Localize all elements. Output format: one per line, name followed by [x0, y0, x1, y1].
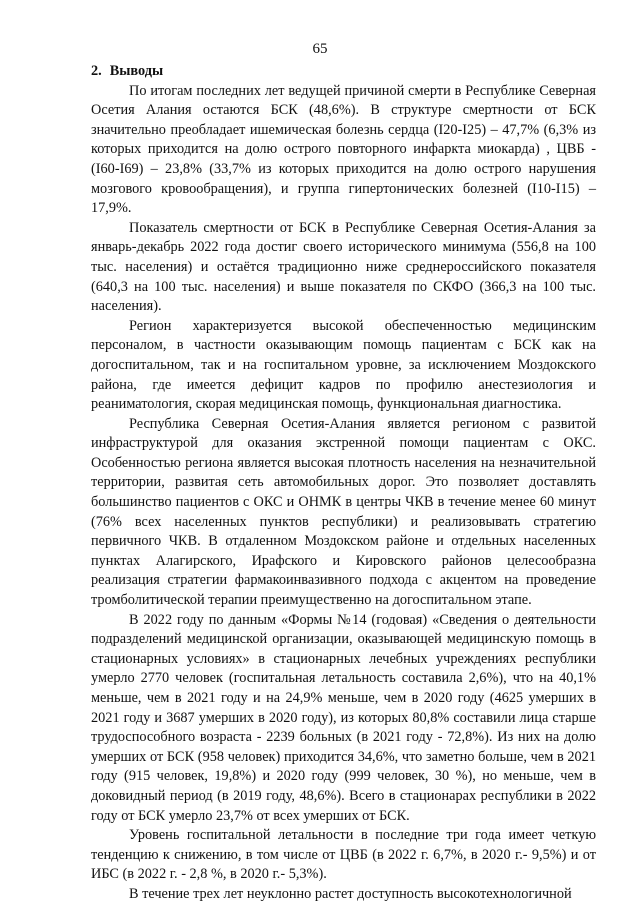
- paragraph-staffing: Регион характеризуется высокой обеспеченностью медицинским персоналом, в частности оказывающим помощь пациентам с БСК как на догоспитальном, так и на госпитальном уровне, за исключением Моздокского района, где имеется дефицит кадров по профилю анестезиология и реаниматология, скорая медицинская помощь, функциональная диагностика.: [91, 317, 596, 413]
- section-number: 2.: [91, 63, 102, 79]
- section-title: Выводы: [109, 63, 164, 79]
- paragraph-high-tech-care: В течение трех лет неуклонно растет доступность высокотехнологичной: [129, 885, 572, 902]
- page-number: 65: [312, 41, 328, 57]
- paragraph-mortality-rate: Показатель смертности от БСК в Республике Северная Осетия-Алания за январь-декабрь 2022 года достиг своего исторического минимума (556,8 на 100 тыс. населения) и остаётся традиционно ниже среднероссийского показателя (640,3 на 100 тыс. населения) и выше показателя по СКФО (366,3 на 100 тыс. населения).: [91, 219, 596, 315]
- document-body: [91, 62, 596, 905]
- paragraph-hospital-deaths: В 2022 году по данным «Формы №14 (годовая) «Сведения о деятельности подразделений медицинской организации, оказывающей медицинскую помощь в стационарных условиях» в стационарных лечебных учреждениях республики умерло 2770 человек (госпитальная летальность составила 2,6%), что на 40,1% меньше, чем в 2021 году и на 24,9% меньше, чем в 2020 году (4625 умерших в 2021 году и 3687 умерших в 2020 году), из которых 80,8% составили лица старше трудоспособного возраста - 2239 больных (в 2021 году - 72,8%). Из них на долю умерших от БСК (958 человек) приходится 34,6%, что заметно больше, чем в 2021 году (915 человек, 19,8%) и 2020 году (999 человек, 30 %), но меньше, чем в доковидный период (в 2019 году, 48,6%). Всего в стационарах республики в 2022 году от БСК умерло 23,7% от всех умерших от БСК.: [91, 611, 596, 824]
- paragraph-bsk-structure: По итогам последних лет ведущей причиной смерти в Республике Северная Осетия Алания остаются БСК (48,6%). В структуре смертности от БСК значительно преобладает ишемическая болезнь сердца (I20-I25) – 47,7% (6,3% из которых приходится на долю острого повторного инфаркта миокарда) , ЦВБ - (I60-I69) – 23,8% (33,7% из которых приходится на долю острого нарушения мозгового кровообращения), и группа гипертонических болезней (I10-I15) – 17,9%.: [91, 82, 596, 217]
- paragraph-infrastructure: Республика Северная Осетия-Алания является регионом с развитой инфраструктурой для оказания экстренной помощи пациентам с ОКС. Особенностью региона является высокая плотность населения на незначительной территории, развитая сеть автомобильных дорог. Это позволяет доставлять большинство пациентов с ОКС и ОНМК в центры ЧКВ в течение менее 60 минут (76% всех населенных пунктов республики) и реализовывать стратегию первичного ЧКВ. В отдаленном Моздокском районе и отдельных населенных пунктах Алагирского, Ирафского и Кировского районов целесообразна реализация стратегии фармакоинвазивного подхода с акцентом на проведение тромболитической терапии преимущественно на догоспитальном этапе.: [91, 415, 596, 609]
- section-heading: [91, 62, 596, 82]
- paragraph-hospital-lethality: Уровень госпитальной летальности в последние три года имеет четкую тенденцию к снижению, в том числе от ЦВБ (в 2022 г. 6,7%, в 2020 г.- 9,5%) и от ИБС (в 2022 г. - 2,8 %, в 2020 г.- 5,3%).: [91, 827, 596, 883]
